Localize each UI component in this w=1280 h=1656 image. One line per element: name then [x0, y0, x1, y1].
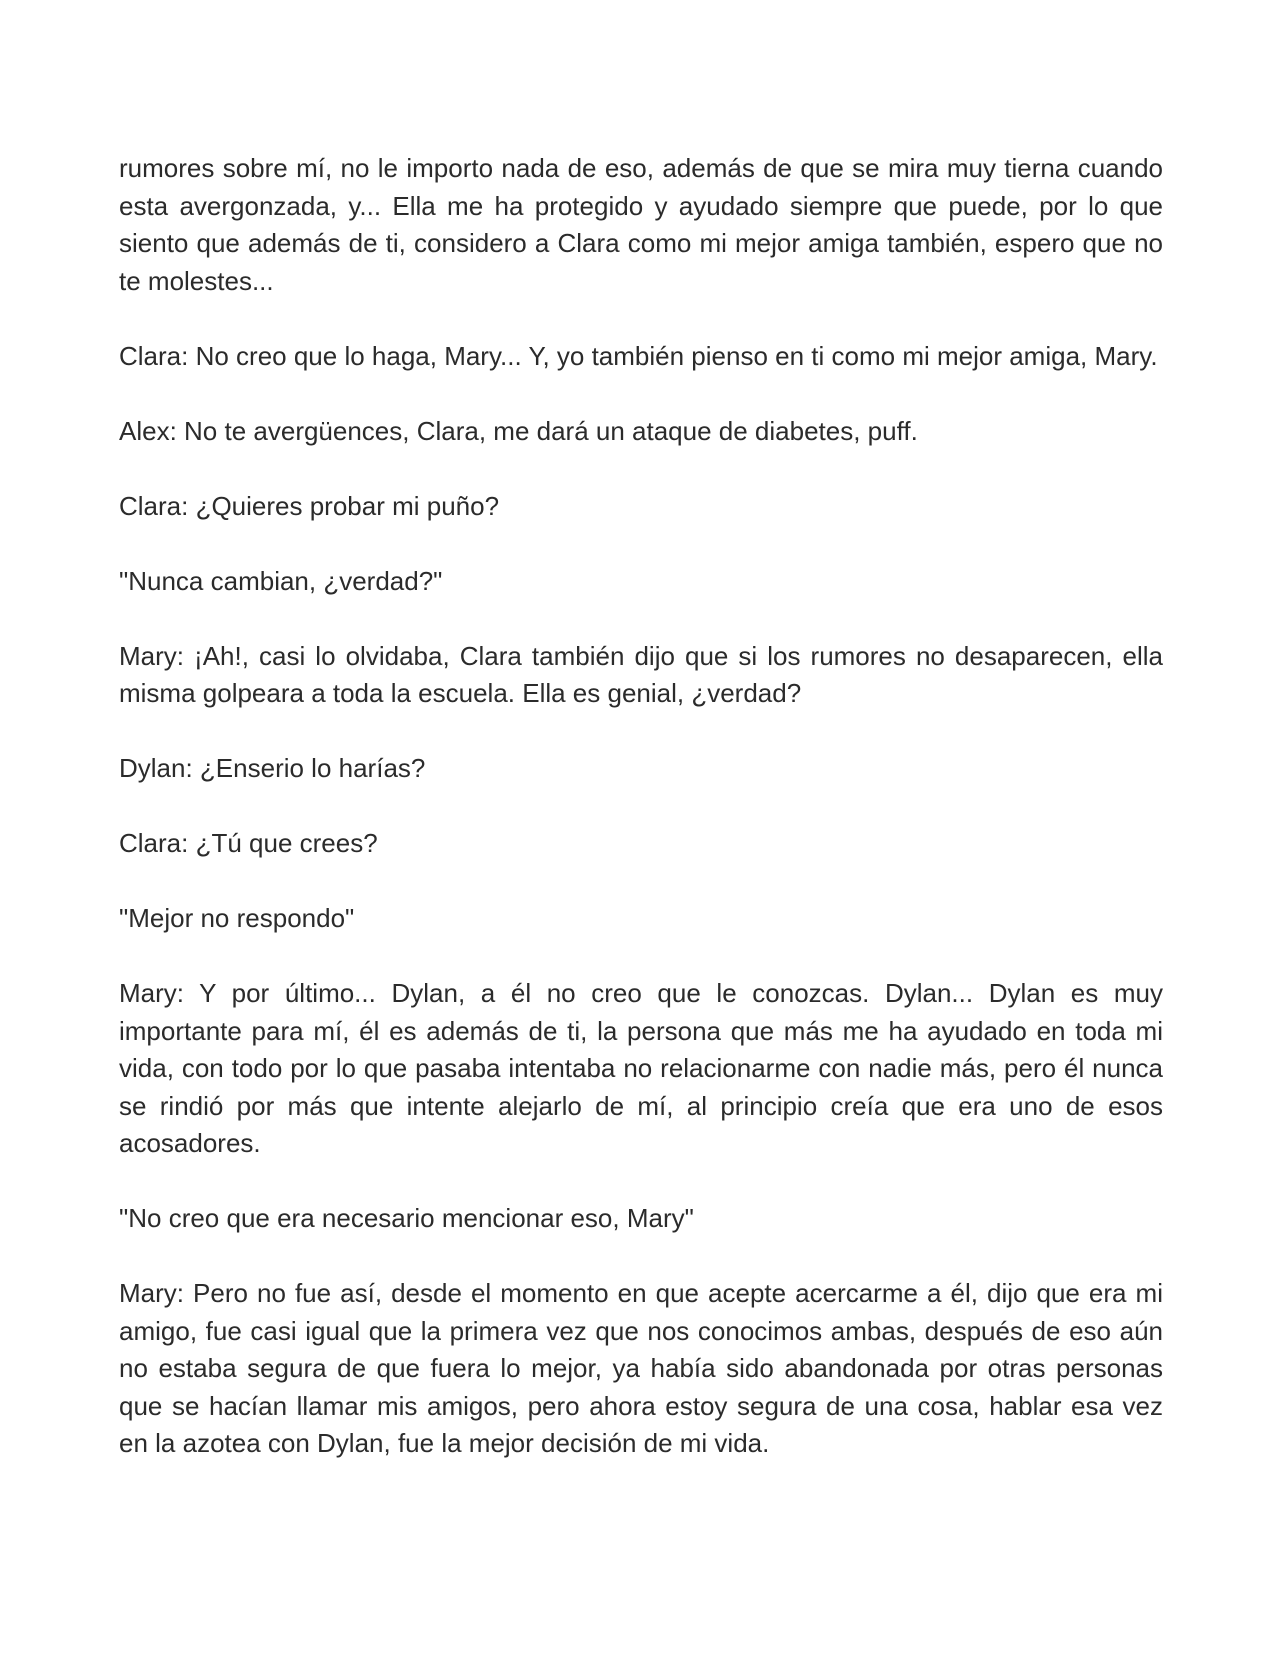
paragraph-5: "Nunca cambian, ¿verdad?"	[119, 565, 443, 596]
paragraph-3: Alex: No te avergüences, Clara, me dará un ataque de diabetes, puff.	[119, 415, 918, 446]
paragraph-7: Dylan: ¿Enserio lo harías?	[119, 753, 426, 783]
paragraph-12: Mary: Pero no fue así, desde el momento en que acepte acercarme a él, dijo que era mi amigo, fue casi igual que la primera vez que nos conocimos ambas, después de eso aún no estaba segura de que fuera lo mejor, ya había sido abandonada por otras personas que se hacían llamar mis amigos, pero ahora estoy segura de una cosa, hablar esa vez en la azotea con Dylan, fue la mejor decisión de mi vida.	[119, 1278, 1163, 1458]
paragraph-2: Clara: No creo que lo haga, Mary... Y, yo también pienso en ti como mi mejor amiga, Mary.	[119, 340, 1158, 371]
paragraph-10: Mary: Y por último... Dylan, a él no creo que le conozcas. Dylan... Dylan es muy importante para mí, él es además de ti, la persona que más me ha ayudado en toda mi vida, con todo por lo que pasaba intentaba no relacionarme con nadie más, pero él nunca se rindió por más que intente alejarlo de mí, al principio creía que era uno de esos acosadores.	[119, 978, 1163, 1158]
paragraph-4: Clara: ¿Quieres probar mi puño?	[119, 490, 500, 521]
paragraph-6: Mary: ¡Ah!, casi lo olvidaba, Clara también dijo que si los rumores no desaparecen, ella misma golpeara a toda la escuela. Ella es genial, ¿verdad?	[119, 640, 1163, 708]
paragraph-8: Clara: ¿Tú que crees?	[119, 828, 378, 858]
paragraph-9: "Mejor no respondo"	[119, 903, 355, 933]
document-body	[119, 150, 1163, 1500]
paragraph-11: "No creo que era necesario mencionar eso, Mary"	[119, 1203, 694, 1233]
paragraph-1: rumores sobre mí, no le importo nada de eso, además de que se mira muy tierna cuando esta avergonzada, y... Ella me ha protegido y ayudado siempre que puede, por lo que siento que además de ti, considero a Clara como mi mejor amiga también, espero que no te molestes...	[119, 153, 1163, 296]
